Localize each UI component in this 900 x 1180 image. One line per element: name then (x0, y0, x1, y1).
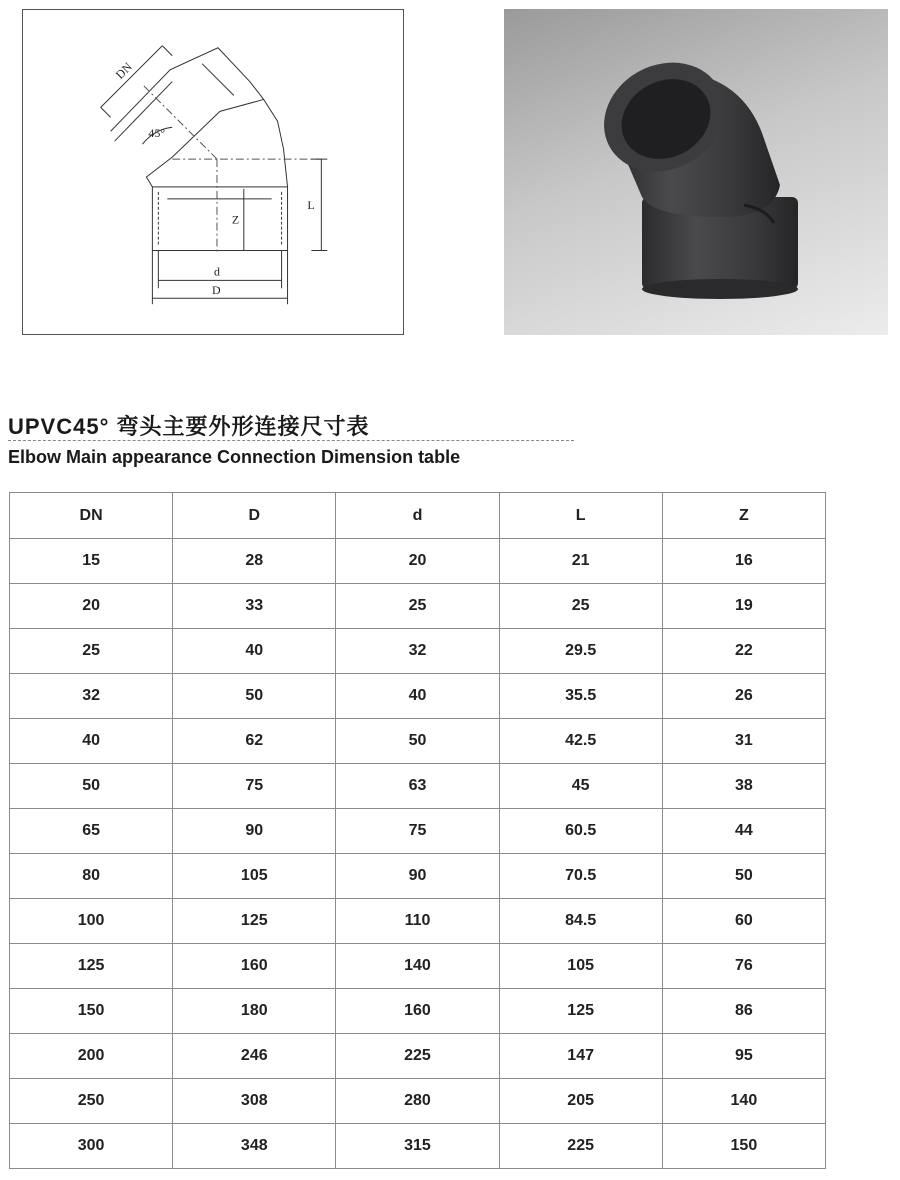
table-cell: 19 (662, 584, 825, 629)
table-cell: 21 (499, 539, 662, 584)
table-cell: 160 (173, 944, 336, 989)
table-cell: 42.5 (499, 719, 662, 764)
elbow-fitting (585, 42, 798, 299)
elbow-drawing-svg (23, 10, 403, 334)
table-cell: 40 (173, 629, 336, 674)
table-cell: 29.5 (499, 629, 662, 674)
table-cell: 140 (336, 944, 499, 989)
product-photo (504, 9, 888, 335)
table-cell: 62 (173, 719, 336, 764)
table-cell: 35.5 (499, 674, 662, 719)
table-row (10, 989, 826, 1034)
table-cell: 25 (336, 584, 499, 629)
table-cell: 33 (173, 584, 336, 629)
table-body (10, 539, 826, 1169)
table-cell: 65 (10, 809, 173, 854)
table-cell: 300 (10, 1124, 173, 1169)
table-cell: 90 (173, 809, 336, 854)
table-cell: 20 (10, 584, 173, 629)
table-cell: 86 (662, 989, 825, 1034)
table-cell: 76 (662, 944, 825, 989)
table-row (10, 764, 826, 809)
table-cell: 160 (336, 989, 499, 1034)
column-header: D (173, 493, 336, 539)
table-cell: 225 (336, 1034, 499, 1079)
table-row (10, 854, 826, 899)
table-row (10, 719, 826, 764)
table-cell: 45 (499, 764, 662, 809)
table-cell: 147 (499, 1034, 662, 1079)
table-cell: 150 (10, 989, 173, 1034)
table-cell: 38 (662, 764, 825, 809)
table-row (10, 1079, 826, 1124)
table-row (10, 629, 826, 674)
table-row (10, 899, 826, 944)
table-row (10, 584, 826, 629)
table-cell: 110 (336, 899, 499, 944)
table-cell: 26 (662, 674, 825, 719)
table-cell: 125 (499, 989, 662, 1034)
table-cell: 60.5 (499, 809, 662, 854)
table-cell: 308 (173, 1079, 336, 1124)
table-cell: 205 (499, 1079, 662, 1124)
dn-label: DN (112, 59, 135, 82)
table-cell: 50 (10, 764, 173, 809)
table-cell: 84.5 (499, 899, 662, 944)
column-header: d (336, 493, 499, 539)
table-cell: 70.5 (499, 854, 662, 899)
column-header: L (499, 493, 662, 539)
table-cell: 40 (10, 719, 173, 764)
table-cell: 125 (173, 899, 336, 944)
table-cell: 32 (10, 674, 173, 719)
column-header: Z (662, 493, 825, 539)
table-cell: 63 (336, 764, 499, 809)
d-outer-label: D (212, 283, 221, 298)
table-cell: 40 (336, 674, 499, 719)
table-cell: 32 (336, 629, 499, 674)
upper-socket-outline (111, 48, 264, 131)
heading-english: Elbow Main appearance Connection Dimension table (8, 447, 461, 467)
table-cell: 105 (499, 944, 662, 989)
table-cell: 25 (10, 629, 173, 674)
table-cell: 246 (173, 1034, 336, 1079)
table-cell: 16 (662, 539, 825, 584)
table-cell: 140 (662, 1079, 825, 1124)
table-cell: 95 (662, 1034, 825, 1079)
column-header: DN (10, 493, 173, 539)
heading-chinese: UPVC45° 弯头主要外形连接尺寸表 (8, 414, 370, 439)
table-cell: 75 (173, 764, 336, 809)
table-cell: 20 (336, 539, 499, 584)
table-cell: 180 (173, 989, 336, 1034)
table-cell: 25 (499, 584, 662, 629)
table-cell: 28 (173, 539, 336, 584)
table-row (10, 809, 826, 854)
table-cell: 50 (173, 674, 336, 719)
d-inner-label: d (213, 264, 220, 279)
table-cell: 200 (10, 1034, 173, 1079)
table-row (10, 944, 826, 989)
table-cell: 100 (10, 899, 173, 944)
table-cell: 90 (336, 854, 499, 899)
table-cell: 22 (662, 629, 825, 674)
technical-drawing (22, 9, 404, 335)
table-cell: 60 (662, 899, 825, 944)
table-cell: 125 (10, 944, 173, 989)
z-label: Z (231, 212, 240, 227)
table-cell: 31 (662, 719, 825, 764)
table-cell: 44 (662, 809, 825, 854)
table-row (10, 1124, 826, 1169)
table-cell: 50 (662, 854, 825, 899)
table-row (10, 1034, 826, 1079)
table-cell: 250 (10, 1079, 173, 1124)
table-cell: 105 (173, 854, 336, 899)
elbow-outline (146, 99, 287, 186)
l-label: L (307, 197, 315, 212)
table-header-row (10, 493, 826, 539)
table-cell: 348 (173, 1124, 336, 1169)
table-cell: 50 (336, 719, 499, 764)
table-cell: 280 (336, 1079, 499, 1124)
angle-label: 45° (148, 126, 166, 141)
lower-socket-body (152, 187, 287, 251)
table-row (10, 674, 826, 719)
table-cell: 225 (499, 1124, 662, 1169)
table-cell: 75 (336, 809, 499, 854)
table-cell: 80 (10, 854, 173, 899)
dimension-table (9, 492, 826, 1169)
elbow-photo-illustration (504, 9, 888, 335)
table-cell: 315 (336, 1124, 499, 1169)
table-row (10, 539, 826, 584)
table-cell: 15 (10, 539, 173, 584)
table-cell: 150 (662, 1124, 825, 1169)
heading-divider (8, 440, 574, 441)
